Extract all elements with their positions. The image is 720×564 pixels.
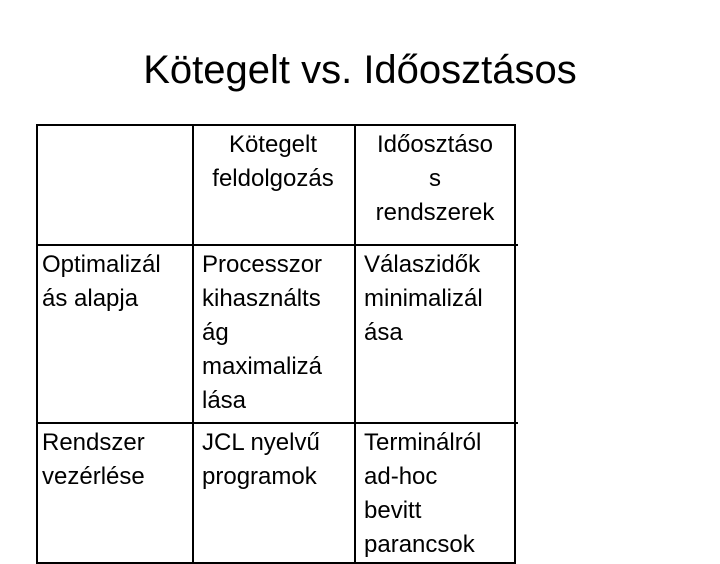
header-time-sharing-systems: Időosztáso s rendszerek bbox=[375, 131, 495, 226]
row-label-optimization-basis: Optimalizál ás alapja bbox=[42, 251, 161, 312]
cell-batch-control: JCL nyelvű programok bbox=[202, 429, 320, 490]
row-divider-1 bbox=[36, 244, 518, 246]
slide-title: Kötegelt vs. Időosztásos bbox=[143, 48, 577, 92]
row-divider-2 bbox=[36, 422, 518, 424]
header-batch-processing: Kötegelt feldolgozás bbox=[212, 131, 334, 192]
cell-timesharing-control: Terminálról ad-hoc bevitt parancsok bbox=[364, 429, 482, 558]
cell-timesharing-optimization: Válaszidők minimalizál ása bbox=[364, 251, 483, 346]
comparison-table bbox=[36, 124, 518, 558]
row-label-system-control: Rendszer vezérlése bbox=[42, 429, 145, 490]
cell-batch-optimization: Processzor kihasználts ág maximalizá lása bbox=[202, 251, 323, 414]
